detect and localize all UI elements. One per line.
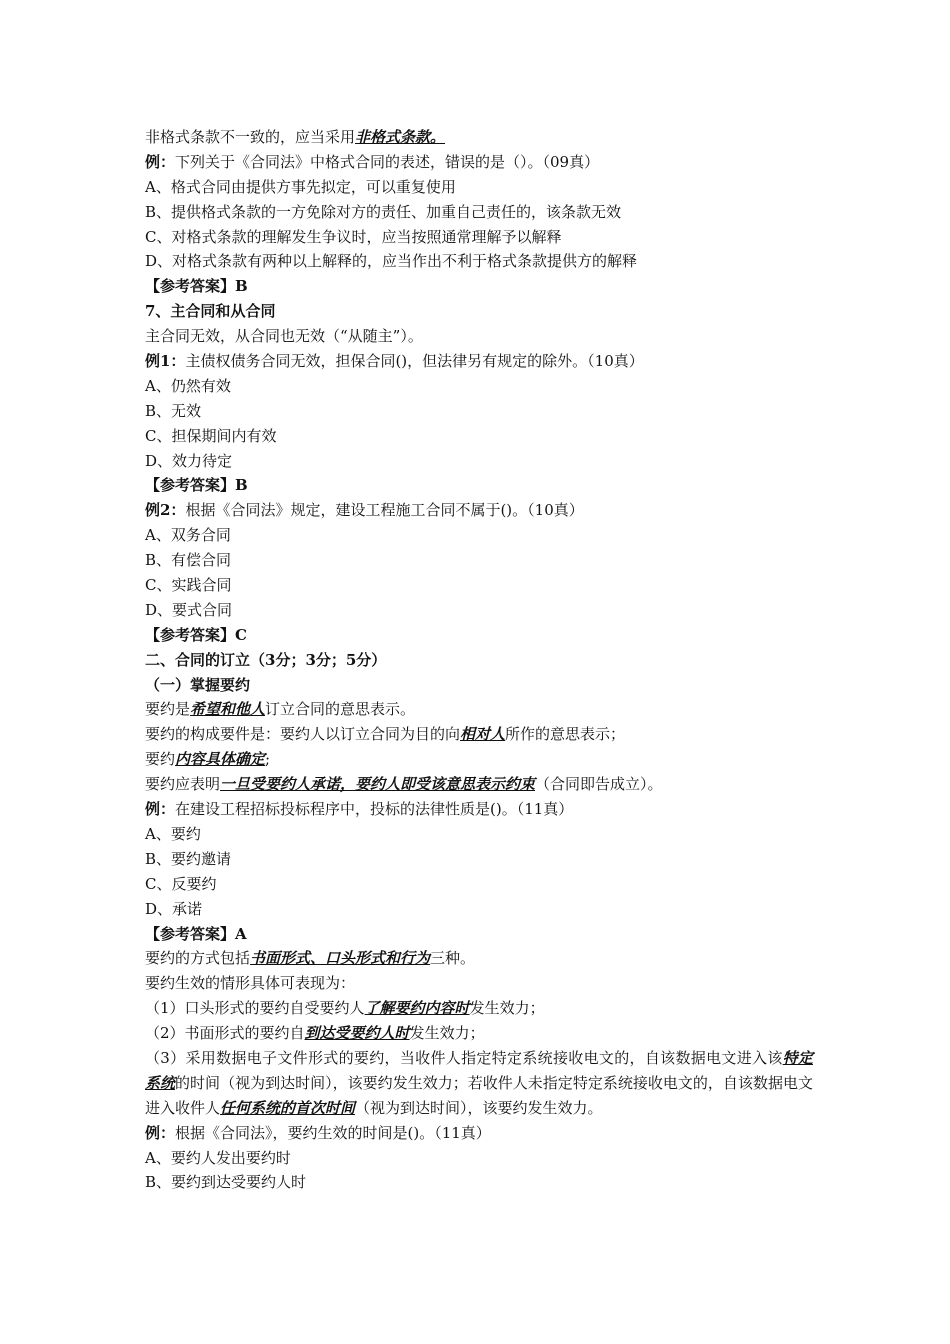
question-stem <box>145 797 813 822</box>
text: 要约的构成要件是：要约人以订立合同为目的向 <box>145 725 461 744</box>
option: B、提供格式条款的一方免除对方的责任、加重自己责任的，该条款无效 <box>145 202 622 221</box>
text: （1）口头形式的要约自受要约人 <box>145 999 365 1018</box>
answer-line <box>145 623 813 648</box>
answer-label: 【参考答案】 <box>145 476 236 495</box>
answer-line <box>145 922 813 947</box>
list-item <box>145 996 813 1021</box>
text: 三种。 <box>430 949 476 968</box>
option: C、担保期间内有效 <box>145 426 277 445</box>
option: A、仍然有效 <box>145 376 231 395</box>
definition-line <box>145 722 813 747</box>
option: D、对格式条款有两种以上解释的，应当作出不利于格式条款提供方的解释 <box>145 252 638 271</box>
definition-line <box>145 697 813 722</box>
question-stem <box>145 1121 813 1146</box>
question-label: 例： <box>145 800 176 819</box>
text: （合同即告成立）。 <box>535 775 663 794</box>
text: 发生效力； <box>469 999 545 1018</box>
text: （视为到达时间），该要约发生效力。 <box>355 1098 603 1117</box>
list-item <box>145 1046 813 1121</box>
text: 要约的方式包括 <box>145 949 251 968</box>
option: A、格式合同由提供方事先拟定，可以重复使用 <box>145 177 456 196</box>
list-item <box>145 1021 813 1046</box>
keyword: 了解要约内容时 <box>364 999 470 1018</box>
option: A、要约人发出要约时 <box>145 1148 291 1167</box>
keyword: 相对人 <box>460 725 506 744</box>
question-text: 根据《合同法》，要约生效的时间是()。（11真） <box>175 1123 491 1142</box>
keyword: 书面形式、口头形式和行为 <box>250 949 431 968</box>
text: （3）采用数据电子文件形式的要约，当收件人指定特定系统接收电文的，自该数据电文进入该 <box>145 1048 783 1067</box>
definition-line <box>145 772 813 797</box>
question-text: 主债权债务合同无效，担保合同()，但法律另有规定的除外。（10真） <box>185 352 644 371</box>
text: ; <box>265 750 271 769</box>
answer-value: B <box>235 476 248 495</box>
answer-value: A <box>235 924 247 943</box>
answer-value: B <box>235 277 248 296</box>
question-stem <box>145 498 813 523</box>
intro-text: 非格式条款不一致的，应当采用 <box>145 128 356 146</box>
subsection-heading: （一）掌握要约 <box>145 675 251 694</box>
option: D、要式合同 <box>145 600 233 619</box>
definition-line <box>145 747 813 772</box>
option: C、对格式条款的理解发生争议时，应当按照通常理解予以解释 <box>145 227 562 246</box>
option: A、要约 <box>145 824 201 843</box>
question-stem <box>145 349 813 374</box>
page-content <box>145 125 813 1195</box>
keyword: 特定系统 <box>145 1048 813 1092</box>
question-label: 例： <box>145 1123 176 1142</box>
question-label: 例2： <box>145 501 186 520</box>
option: D、承诺 <box>145 899 203 918</box>
text: 所作的意思表示； <box>505 725 626 744</box>
paragraph <box>145 946 813 971</box>
text: （2）书面形式的要约自 <box>145 1024 305 1043</box>
question-text: 在建设工程招标投标程序中，投标的法律性质是()。（11真） <box>175 800 574 819</box>
text: 要约 <box>145 750 176 769</box>
option: C、反要约 <box>145 874 217 893</box>
text: 订立合同的意思表示。 <box>265 700 416 719</box>
answer-label: 【参考答案】 <box>145 277 236 296</box>
answer-value: C <box>235 625 247 644</box>
question-label: 例： <box>145 152 176 171</box>
answer-label: 【参考答案】 <box>145 924 236 943</box>
option: D、效力待定 <box>145 451 233 470</box>
text: 要约是 <box>145 700 191 719</box>
option: B、有偿合同 <box>145 551 232 570</box>
option: B、无效 <box>145 401 202 420</box>
keyword: 到达受要约人时 <box>304 1024 410 1043</box>
question-stem <box>145 150 813 175</box>
intro-line <box>145 125 813 150</box>
option: C、实践合同 <box>145 576 232 595</box>
keyword: 任何系统的首次时间 <box>220 1098 356 1117</box>
keyword: 内容具体确定 <box>175 750 266 769</box>
paragraph: 要约生效的情形具体可表现为： <box>145 974 356 993</box>
option: A、双务合同 <box>145 526 231 545</box>
question-text: 下列关于《合同法》中格式合同的表述，错误的是（）。（09真） <box>175 152 600 171</box>
option: B、要约邀请 <box>145 849 232 868</box>
option: B、要约到达受要约人时 <box>145 1173 307 1192</box>
intro-keyword: 非格式条款。 <box>355 128 446 146</box>
question-text: 根据《合同法》规定，建设工程施工合同不属于()。（10真） <box>185 501 584 520</box>
keyword: 一旦受要约人承诺，要约人即受该意思表示约束 <box>220 775 536 794</box>
answer-label: 【参考答案】 <box>145 625 236 644</box>
text: 发生效力； <box>409 1024 485 1043</box>
keyword: 希望和他人 <box>190 700 266 719</box>
paragraph: 主合同无效，从合同也无效（“从随主”）。 <box>145 327 423 346</box>
section-heading: 二、合同的订立（3分；3分；5分） <box>145 650 387 669</box>
section-heading: 7、主合同和从合同 <box>145 302 276 321</box>
answer-line <box>145 473 813 498</box>
text: 要约应表明 <box>145 775 221 794</box>
answer-line <box>145 274 813 299</box>
question-label: 例1： <box>145 352 186 371</box>
text: 的时间（视为到达时间），该要约发生效力；若收件人未指定特定系统接收电文的，自该数据电文进入收件人 <box>145 1073 813 1117</box>
